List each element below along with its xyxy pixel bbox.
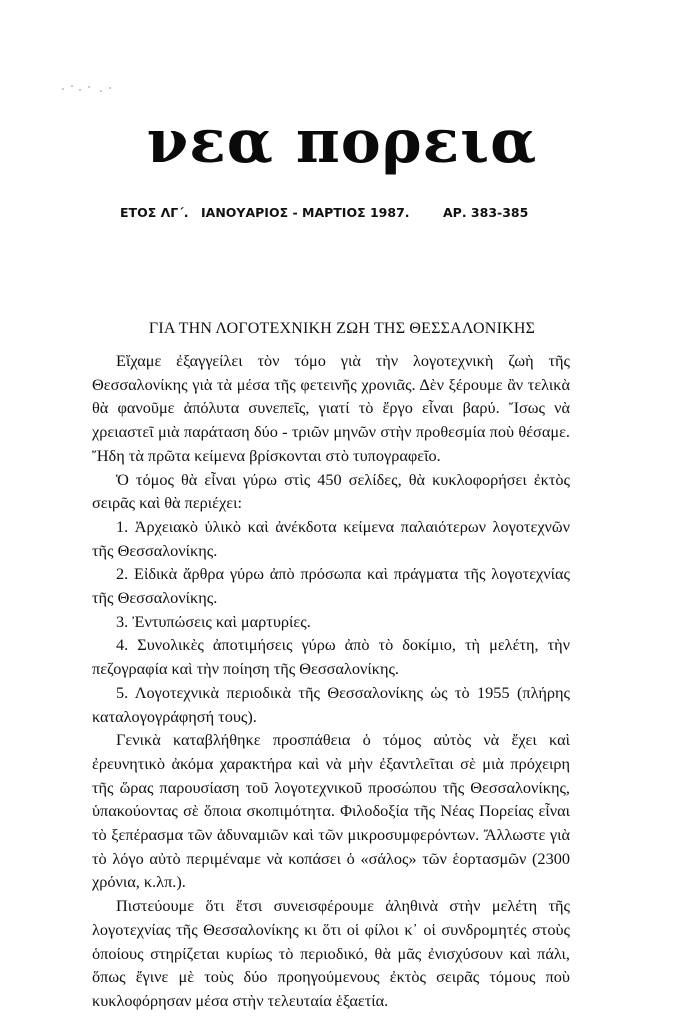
issue-number: ΑΡ. 383-385: [443, 205, 529, 220]
issue-year: ΕΤΟΣ ΛΓ΄.: [120, 205, 189, 220]
paragraph-intro: Εἴχαμε ἐξαγγείλει τὸν τόμο γιὰ τὴν λογοτεχνικὴ ζωὴ τῆς Θεσσαλονίκης γιὰ τὰ μέσα τῆς φετεινῆς χρονιᾶς. Δὲν ξέρουμε ἂν τελικὰ θὰ φανοῦμε ἀπόλυτα συνεπεῖς, γιατί τὸ ἔργο εἶναι βαρύ. Ἴσως νὰ χρειαστεῖ μιὰ παράταση δύο - τριῶν μηνῶν στὴν προθεσμία ποὺ θέσαμε. Ἤδη τὰ πρῶτα κείμενα βρίσκονται στὸ τυπογραφεῖο.: [92, 351, 570, 465]
list-item-4: 4. Συνολικὲς ἀποτιμήσεις γύρω ἀπὸ τὸ δοκίμιο, τὴ μελέτη, τὴν πεζογραφία καὶ τὴν ποίηση τῆς Θεσσαλονίκης.: [92, 635, 570, 679]
article-heading: ΓΙΑ ΤΗΝ ΛΟΓΟΤΕΧΝΙΚΗ ΖΩΗ ΤΗΣ ΘΕΣΣΑΛΟΝΙΚΗΣ: [148, 320, 536, 337]
paragraph-closing: Πιστεύουμε ὅτι ἔτσι συνεισφέρουμε ἀληθινὰ στὴν μελέτη τῆς λογοτεχνίας τῆς Θεσσαλονίκης κι ὅτι οἱ φίλοι κ᾽ οἱ συνδρομητές στοὺς ὁποίους στηρίζεται κυρίως τὸ περιοδικό, θὰ μᾶς ἐνισχύσουν καὶ πάλι, ὅπως ἔγινε μὲ τοὺς δύο προηγούμενους ἐκτὸς σειρᾶς τόμους ποὺ κυκλοφόρησαν μέσα στὴν τελευταία ἑξαετία.: [92, 896, 570, 1010]
paragraph-general: Γενικὰ καταβλήθηκε προσπάθεια ὁ τόμος αὐτὸς νὰ ἔχει καὶ ἐρευνητικὸ ἀκόμα χαρακτήρα καὶ νὰ μὴν ἐξαντλεῖται σὲ μιὰ πρόχειρη τῆς ὥρας παρουσίαση τοῦ λογοτεχνικοῦ προσώπου τῆς Θεσσαλονίκης, ὑπακούοντας σὲ ὅποια σκοπιμότητα. Φιλοδοξία τῆς Νέας Πορείας εἶναι τὸ ξεπέρασμα τῶν ἀδυναμιῶν καὶ τῶν μικροσυμφερόντων. Ἄλλωστε γιὰ τὸ λόγο αὐτὸ περιμέναμε νὰ κοπάσει ὁ «σάλος» τῶν ἑορτασμῶν (2300 χρόνια, κ.λπ.).: [92, 730, 570, 892]
list-item-5: 5. Λογοτεχνικὰ περιοδικὰ τῆς Θεσσαλονίκης ὡς τὸ 1955 (πλήρης καταλογογράφησή τους).: [92, 682, 570, 726]
list-item-1: 1. Ἀρχειακὸ ὑλικὸ καὶ ἀνέκδοτα κείμενα παλαιότερων λογοτεχνῶν τῆς Θεσσαλονίκης.: [92, 516, 570, 560]
article-body: [92, 349, 570, 1013]
issue-info: [0, 205, 684, 223]
issue-date: ΙΑΝΟΥΑΡΙΟΣ - ΜΑΡΤΙΟΣ 1987.: [201, 205, 410, 220]
magazine-title: νεα πορεια: [146, 107, 538, 177]
list-item-2: 2. Εἰδικὰ ἄρθρα γύρω ἀπὸ πρόσωπα καὶ πράγματα τῆς λογοτεχνίας τῆς Θεσσαλονίκης.: [92, 564, 570, 608]
list-item-3: 3. Ἐντυπώσεις καὶ μαρτυρίες.: [116, 611, 311, 631]
paragraph-contents: Ὁ τόμος θὰ εἶναι γύρω στὶς 450 σελίδες, θὰ κυκλοφορήσει ἐκτὸς σειρᾶς καὶ θὰ περιέχει:: [92, 469, 570, 513]
scan-specks: [62, 84, 122, 92]
